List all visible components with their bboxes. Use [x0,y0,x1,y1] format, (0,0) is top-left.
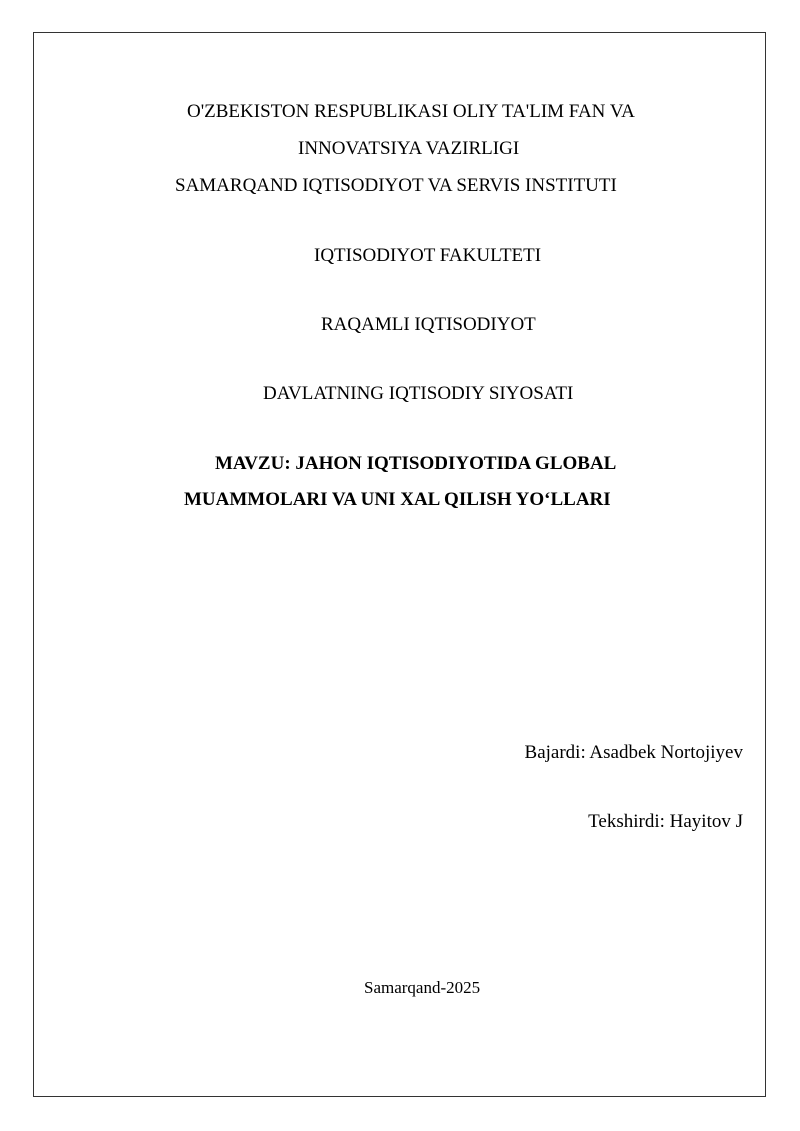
place-year: Samarqand-2025 [364,978,481,997]
ministry-line-2: INNOVATSIYA VAZIRLIGI [298,138,520,159]
topic-line-2: MUAMMOLARI VA UNI XAL QILISH YO‘LLARI [184,489,611,510]
department-name: RAQAMLI IQTISODIYOT [321,314,536,335]
checked-by: Tekshirdi: Hayitov J [588,811,743,832]
subject-name: DAVLATNING IQTISODIY SIYOSATI [263,383,574,404]
performed-by: Bajardi: Asadbek Nortojiyev [524,742,743,763]
institute-name: SAMARQAND IQTISODIYOT VA SERVIS INSTITUTI [175,175,617,196]
faculty-name: IQTISODIYOT FAKULTETI [314,245,542,266]
ministry-line-1: O'ZBEKISTON RESPUBLIKASI OLIY TA'LIM FAN VA [187,101,635,122]
topic-line-1: MAVZU: JAHON IQTISODIYOTIDA GLOBAL [215,453,617,474]
